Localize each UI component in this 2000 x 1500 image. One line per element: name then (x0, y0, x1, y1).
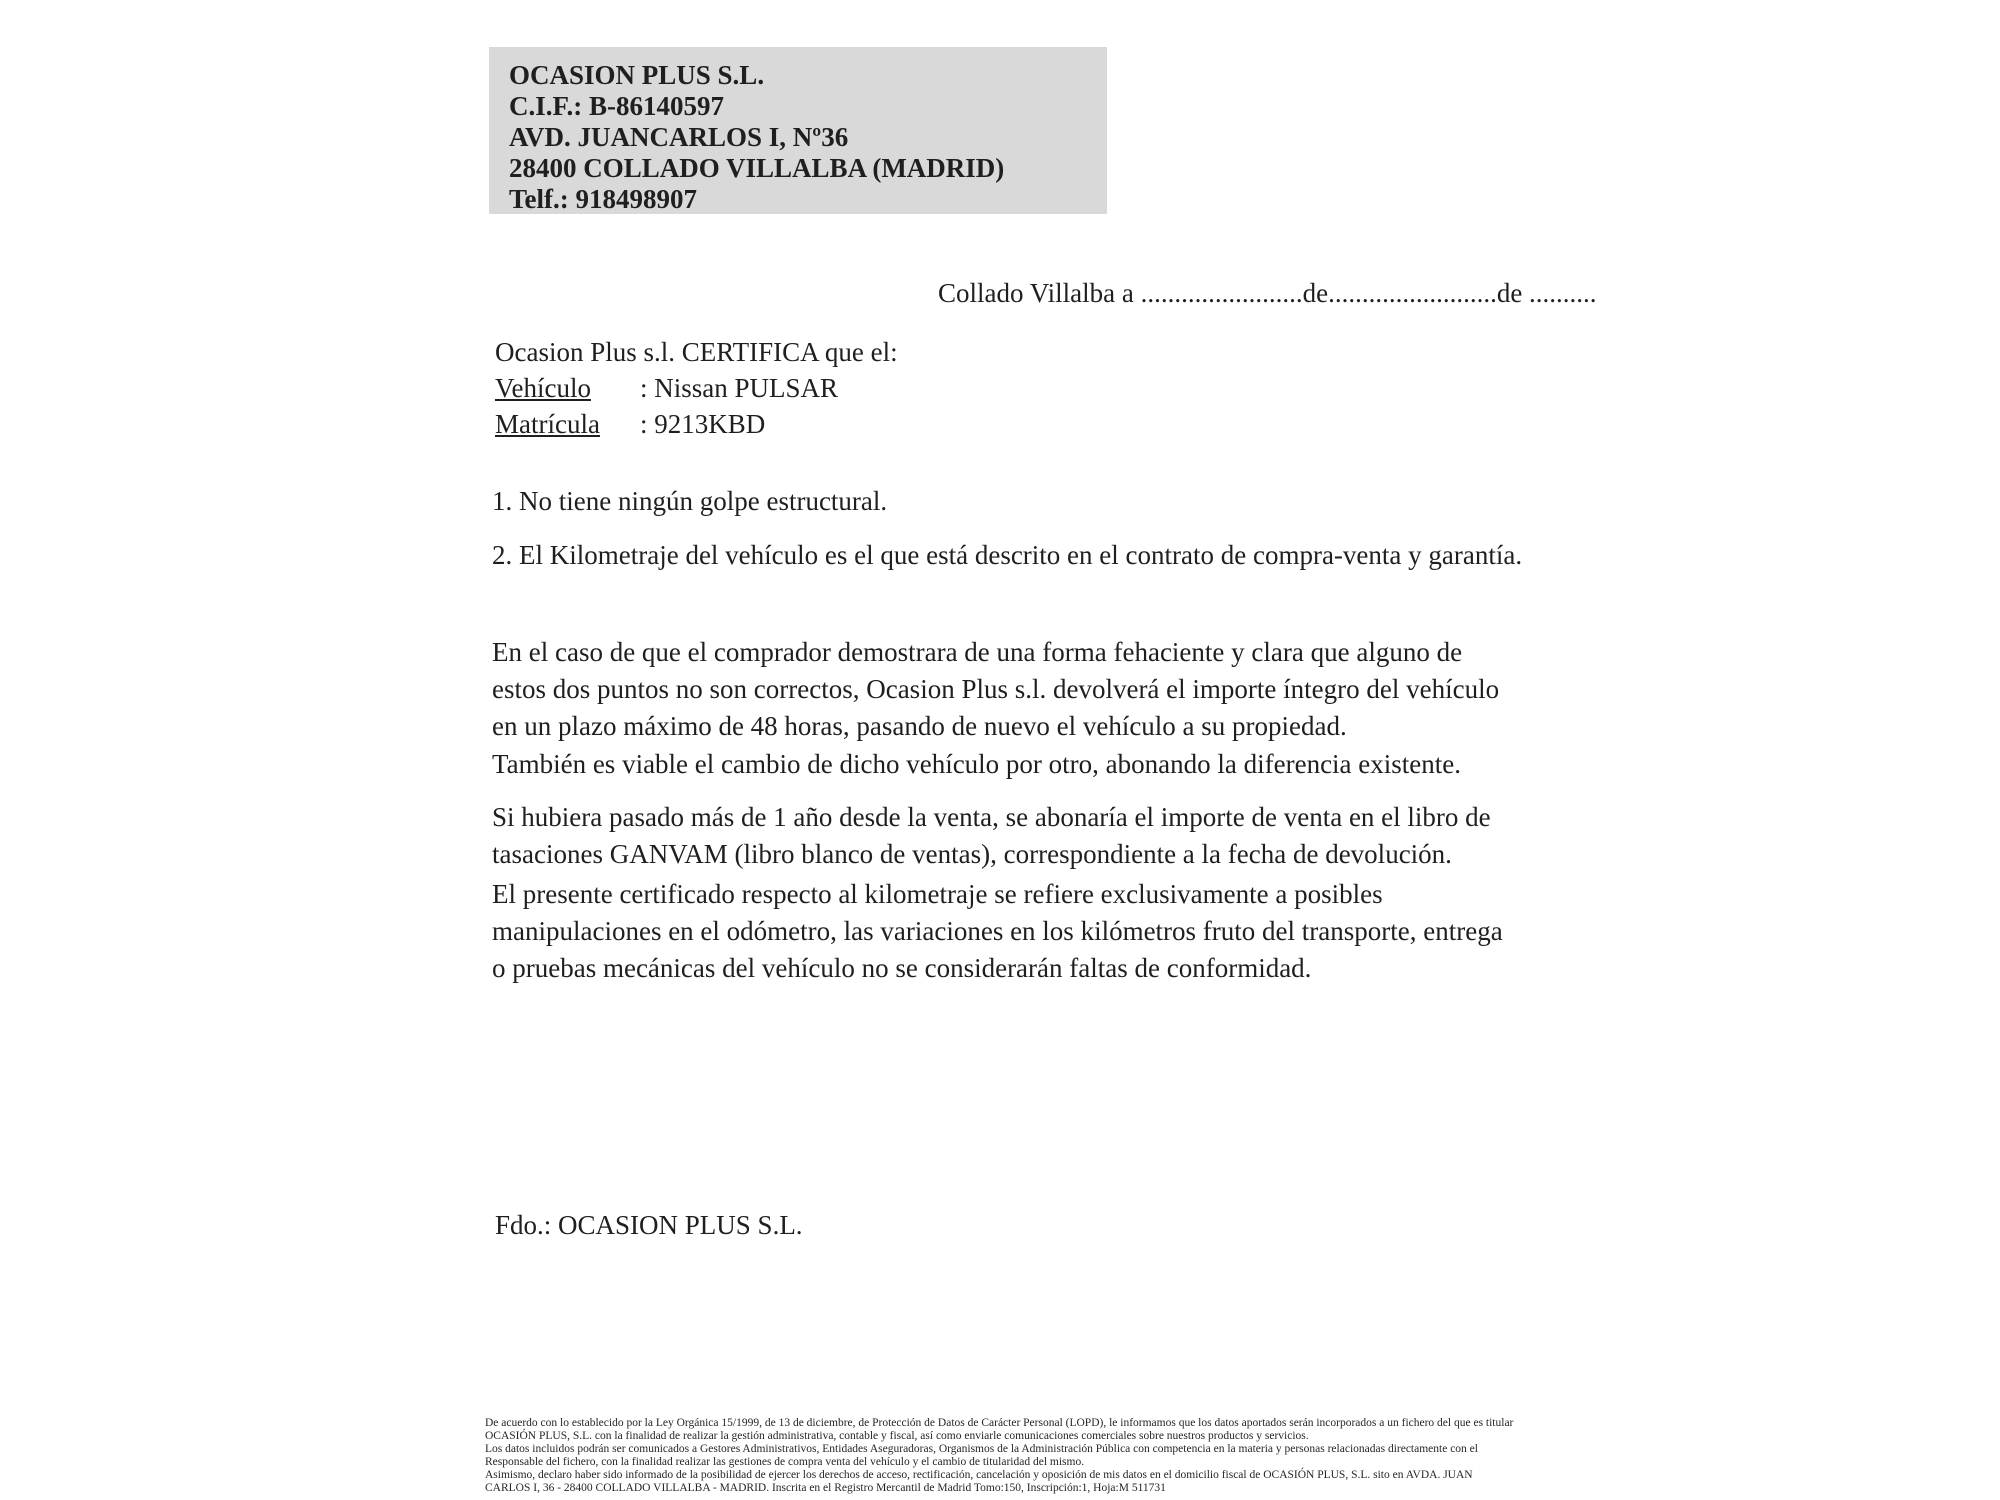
certification-block (495, 334, 898, 442)
certified-point-2: 2. El Kilometraje del vehículo es el que está descrito en el contrato de compra-venta y garantía. (492, 540, 1523, 570)
date-fill-in-line: Collado Villalba a ........................de.........................de .......... (938, 278, 1597, 308)
certifies-intro: Ocasion Plus s.l. CERTIFICA que el: (495, 337, 898, 367)
legal-line: Asimismo, declaro haber sido informado de la posibilidad de ejercer los derechos de acceso, rectificación, cancelación y oposición de mis datos en el domicilio fiscal de OCASIÓN PLUS, S.L. sito en AVDA. JUAN (485, 1469, 1473, 1481)
company-cif: C.I.F.: B-86140597 (509, 91, 725, 121)
vehicle-value: : Nissan PULSAR (640, 373, 839, 403)
plate-value: : 9213KBD (640, 409, 766, 439)
legal-notice-block (485, 1417, 1513, 1495)
company-address: AVD. JUANCARLOS I, Nº36 (509, 122, 849, 152)
legal-line: CARLOS I, 36 - 28400 COLLADO VILLALBA - MADRID. Inscrita en el Registro Mercantil de Madrid Tomo:150, Inscripción:1, Hoja:M 511731 (485, 1482, 1166, 1494)
legal-line: Los datos incluidos podrán ser comunicados a Gestores Administrativos, Entidades Aseguradoras, Organismos de la Administración Pública con competencia en la materia y personas relacionadas directamente con el (485, 1443, 1478, 1455)
vehicle-label: Vehículo (495, 373, 591, 403)
ganvam-paragraph: Si hubiera pasado más de 1 año desde la venta, se abonaría el importe de venta en el libro de tasaciones GANVAM (libro blanco de ventas), correspondiente a la fecha de devolución. (492, 802, 1491, 869)
refund-paragraph: En el caso de que el comprador demostrara de una forma fehaciente y clara que alguno de estos dos puntos no son correctos, Ocasion Plus s.l. devolverá el importe íntegro del vehículo en un plazo máximo de 48 horas, pasando de nuevo el vehículo a su propiedad. (492, 637, 1500, 741)
legal-line: De acuerdo con lo establecido por la Ley Orgánica 15/1999, de 13 de diciembre, de Protección de Datos de Carácter Personal (LOPD), le informamos que los datos aportados serán incorporados a un fichero del que es titular (485, 1417, 1514, 1429)
legal-line: Responsable del fichero, con la finalidad realizar las gestiones de compra venta del vehículo y el cambio de titularidad del mismo. (485, 1456, 1085, 1468)
plate-label: Matrícula (495, 409, 600, 439)
company-city: 28400 COLLADO VILLALBA (MADRID) (509, 153, 1005, 183)
company-header-box (489, 47, 1107, 214)
vehicle-row (495, 370, 898, 406)
company-phone: Telf.: 918498907 (509, 184, 697, 214)
plate-row (495, 406, 898, 442)
signature-line: Fdo.: OCASION PLUS S.L. (495, 1210, 803, 1240)
certified-point-1: 1. No tiene ningún golpe estructural. (492, 486, 888, 516)
exchange-paragraph: También es viable el cambio de dicho vehículo por otro, abonando la diferencia existente. (492, 749, 1462, 779)
company-name: OCASION PLUS S.L. (509, 60, 765, 90)
odometer-paragraph: El presente certificado respecto al kilometraje se refiere exclusivamente a posibles manipulaciones en el odómetro, las variaciones en los kilómetros fruto del transporte, entrega o pruebas mecánicas del vehículo no se considerarán faltas de conformidad. (492, 879, 1503, 983)
legal-line: OCASIÓN PLUS, S.L. con la finalidad de realizar la gestión administrativa, contable y fiscal, así como enviarle comunicaciones comerciales sobre nuestros productos y servicios. (485, 1430, 1309, 1442)
